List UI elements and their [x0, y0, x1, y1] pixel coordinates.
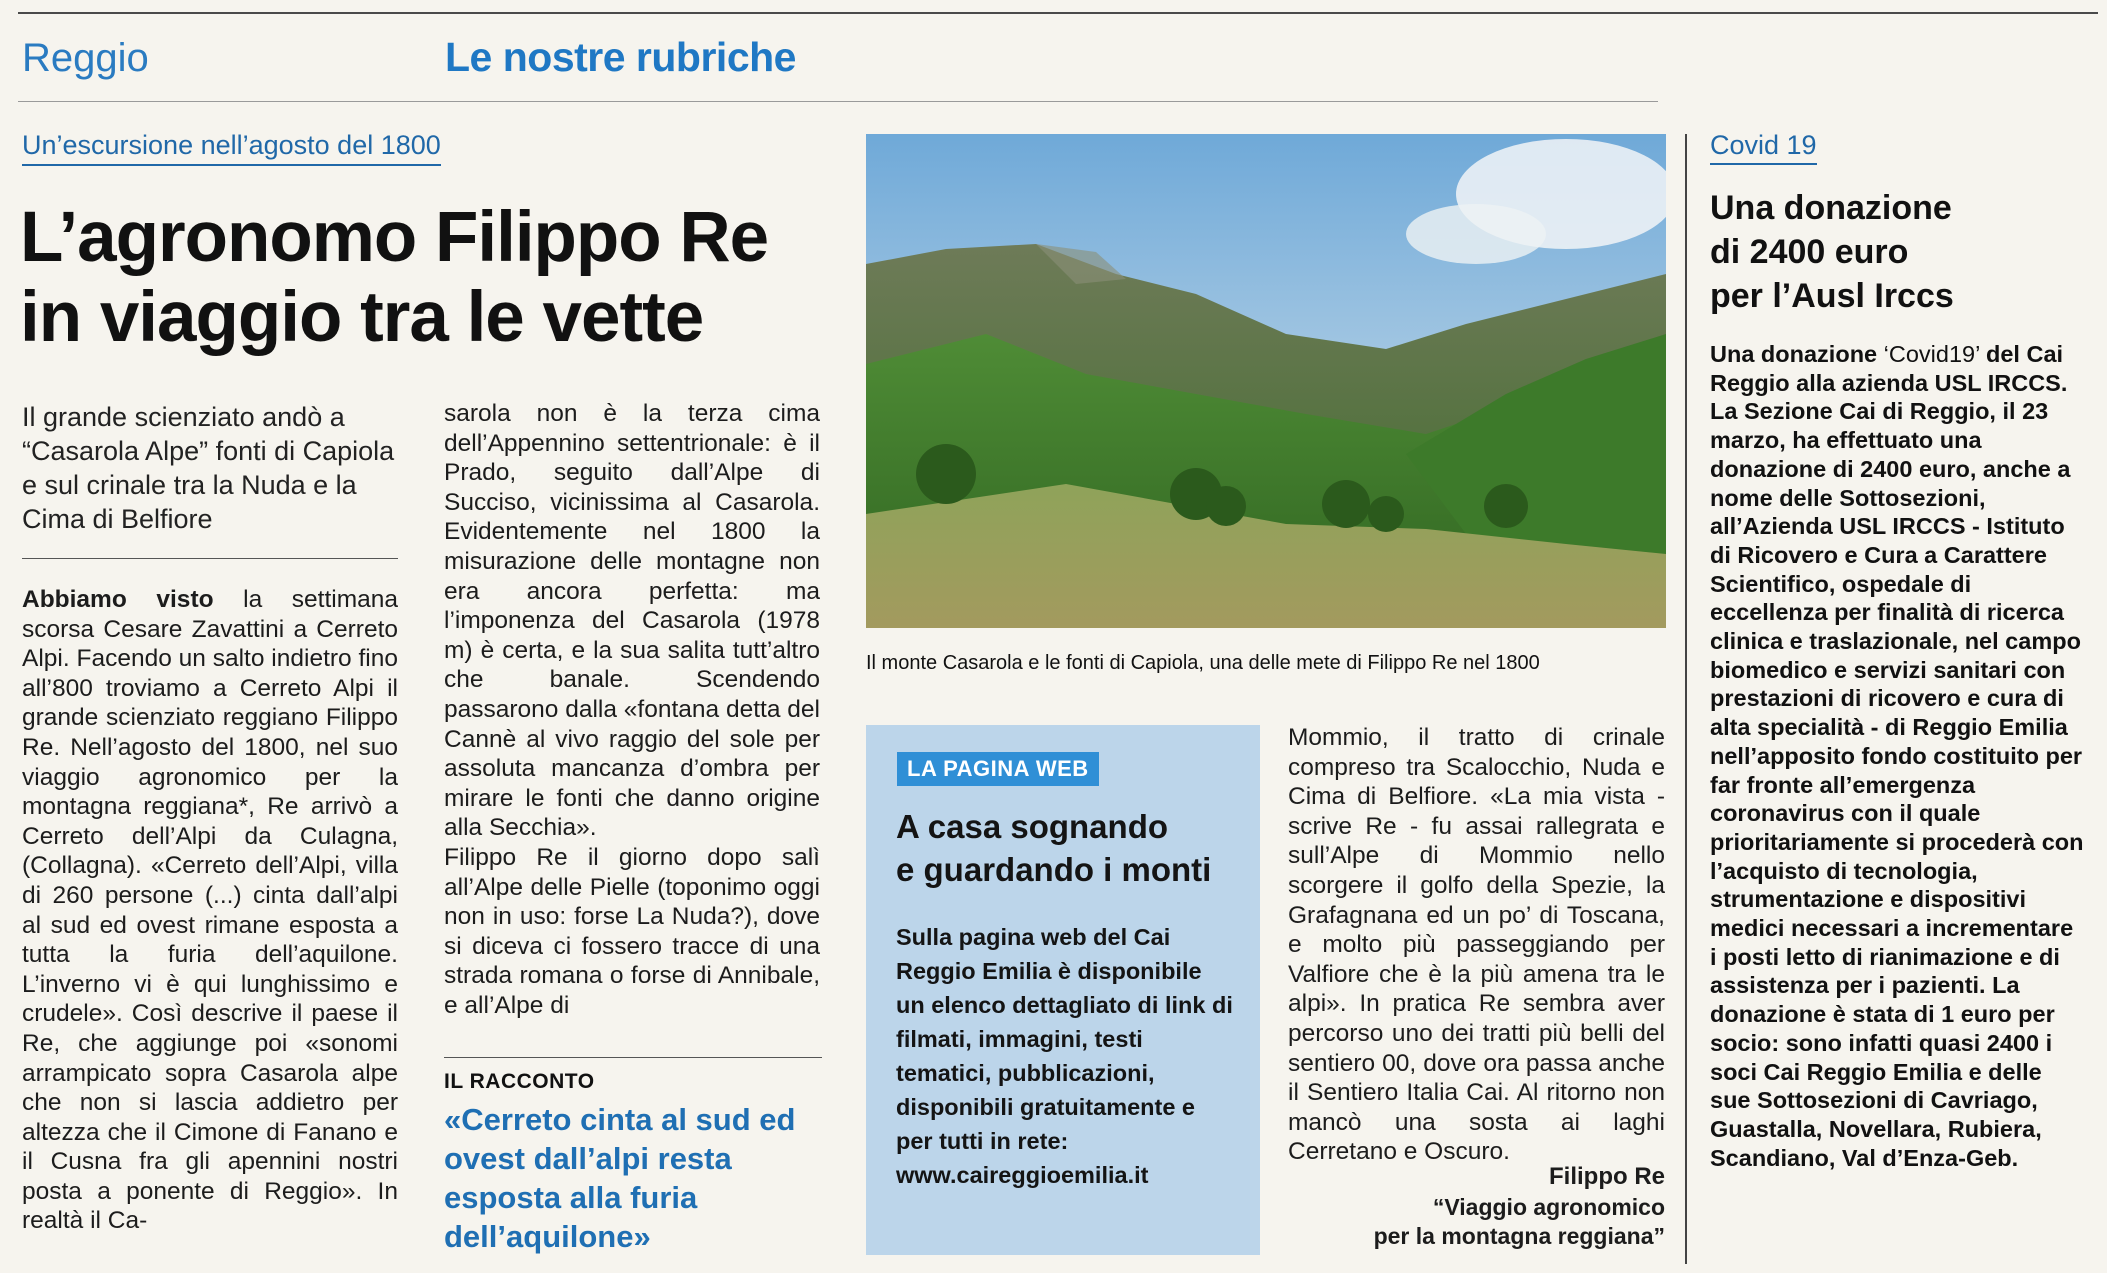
section-name: Reggio [22, 36, 149, 80]
column-1-lead: Abbiamo visto [22, 586, 214, 613]
web-body-text: Sulla pagina web del Cai Reggio Emilia è disponibile un elenco dettagliato di link di filmati, immagini, testi tematici, pubblicazioni, disponibili gratuitamente e per tutti in rete: [896, 924, 1233, 1154]
covid-lead: Una donazione [1710, 341, 1878, 367]
article-column-4: Mommio, il tratto di crinale compreso tra Scalocchio, Nuda e Cima di Belfiore. «La mia vista - scrive Re - fu assai rallegrata e sull’Alpe di Mommio nello scorgere il golfo della Spezie, la Grafagnana ed un po’ di Toscana, e molto più passeggiando per Valfiore che è la più amena tra le alpi». In pratica Re sembra aver percorso uno dei tratti più belli del sentiero 00, dove ora passa anche il Sentiero Italia Cai. Al ritorno non mancò una sosta ai laghi Cerretano e Oscuro. [1288, 724, 1665, 1166]
web-page-body [896, 920, 1236, 1192]
deck-rule [22, 558, 398, 559]
signature-book [1288, 1193, 1665, 1251]
rubric-title: Le nostre rubriche [445, 34, 796, 80]
web-title-line-2: e guardando i monti [896, 851, 1212, 888]
covid-quote: ‘Covid19’ [1877, 341, 1986, 367]
covid-title [1710, 186, 2080, 318]
racconto-quote: «Cerreto cinta al sud ed ovest dall’alpi resta esposta alla furia dell’aquilone» [444, 1102, 796, 1254]
covid-title-line-2: di 2400 euro [1710, 233, 1909, 271]
mountain-photo [866, 134, 1666, 628]
signature-book-line-1: “Viaggio agronomico [1432, 1194, 1665, 1220]
covid-body-text: del Cai Reggio alla azienda USL IRCCS. La Sezione Cai di Reggio, il 23 marzo, ha effettuato una donazione di 2400 euro, anche a nome delle Sottosezioni, all’Azienda USL IRCCS - Istituto di Ricovero e Cura a Carattere Scientifico, ospedale di eccellenza per finalità di ricerca clinica e traslazionale, nel campo biomedico e servizi sanitari con prestazioni di ricovero e cura di alta specialità - di Reggio Emilia nell’apposito fondo costituito per far fronte all’emergenza coronavirus con il quale prioritariamente si procederà con l’acquisto di tecnologia, strumentazione e dispositivi medici necessari a incrementare i posti letto di rianimazione e di assistenza per i pazienti. La donazione è stata di 1 euro per socio: sono infatti quasi 2400 i soci Cai Reggio Emilia e delle sue Sottosezioni di Cavriago, Guastalla, Novellara, Rubiera, Scandiano, Val d’Enza-Geb. [1710, 341, 2084, 1171]
headline-line-1: L’agronomo Filippo Re [20, 198, 769, 277]
racconto-rule [444, 1057, 822, 1058]
sidebar-rule [1685, 134, 1687, 1264]
photo-caption: Il monte Casarola e le fonti di Capiola, una delle mete di Filippo Re nel 1800 [866, 652, 1540, 674]
top-rule [18, 12, 2098, 14]
column-1-body: la settimana scorsa Cesare Zavattini a Cerreto Alpi. Facendo un salto indietro fino all’800 troviamo a Cerreto Alpi il grande scienziato reggiano Filippo Re. Nell’agosto del 1800, nel suo viaggio agronomico per la montagna reggiana*, Re arrivò a Cerreto dell’Alpi da Culagna, (Collagna). «Cerreto dell’Alpi, villa di 260 persone (...) cinta dall’alpi al sud ed ovest rimane esposta a tutta la furia dell’aquilone. L’inverno vi è qui lunghissimo e crudele». Così descrive il paese il Re, che aggiunge poi «sonomi arrampicato sopra Casarola alpe che non si lascia addietro per altezza che il Cimone di Fanano e il Cusna fra gli apennini nostri posta a ponente di Reggio». In realtà il Ca- [22, 586, 398, 1235]
covid-body [1710, 340, 2085, 1172]
signature-name: Filippo Re [1549, 1163, 1665, 1190]
signature-book-line-2: per la montagna reggiana” [1373, 1223, 1665, 1249]
article-column-1 [22, 585, 398, 1236]
racconto-label: IL RACCONTO [444, 1070, 595, 1093]
header-rule [18, 101, 1658, 102]
headline-line-2: in viaggio tra le vette [20, 278, 704, 357]
column-2-paragraph-1: sarola non è la terza cima dell’Appennino settentrionale: è il Prado, seguito dall’Alpe di Succiso, vicinissima al Casarola. Evidentemente nel 1800 la misurazione delle montagne non era ancora perfetta: ma l’imponenza del Casarola (1978 m) è certa, e la sua salita tutt’altro che banale. Scendendo passarono dalla «fontana detta del Cannè al vivo raggio del sole per assoluta mancanza d’ombra per mirare le fonti che danno origine alla Secchia». [444, 400, 820, 842]
article-column-2 [444, 399, 820, 1020]
web-page-tag: LA PAGINA WEB [897, 752, 1099, 786]
web-title-line-1: A casa sognando [896, 808, 1169, 845]
covid-kicker: Covid 19 [1710, 130, 1817, 165]
article-deck: Il grande scienziato andò a “Casarola Alpe” fonti di Capiola e sul crinale tra la Nuda e la Cima di Belfiore [22, 402, 395, 534]
covid-title-line-1: Una donazione [1710, 189, 1952, 227]
web-page-title [896, 805, 1236, 891]
article-kicker: Un’escursione nell’agosto del 1800 [22, 130, 441, 166]
column-2-paragraph-2: Filippo Re il giorno dopo salì all’Alpe delle Pielle (toponimo oggi non in uso: forse La Nuda?), dove si diceva ci fossero tracce di una strada romana o forse di Annibale, e all’Alpe di [444, 843, 820, 1019]
web-url-link[interactable]: www.caireggioemilia.it [896, 1162, 1149, 1188]
mountain-landscape-image [866, 134, 1666, 628]
covid-title-line-3: per l’Ausl Irccs [1710, 277, 1954, 315]
article-headline [20, 198, 840, 358]
